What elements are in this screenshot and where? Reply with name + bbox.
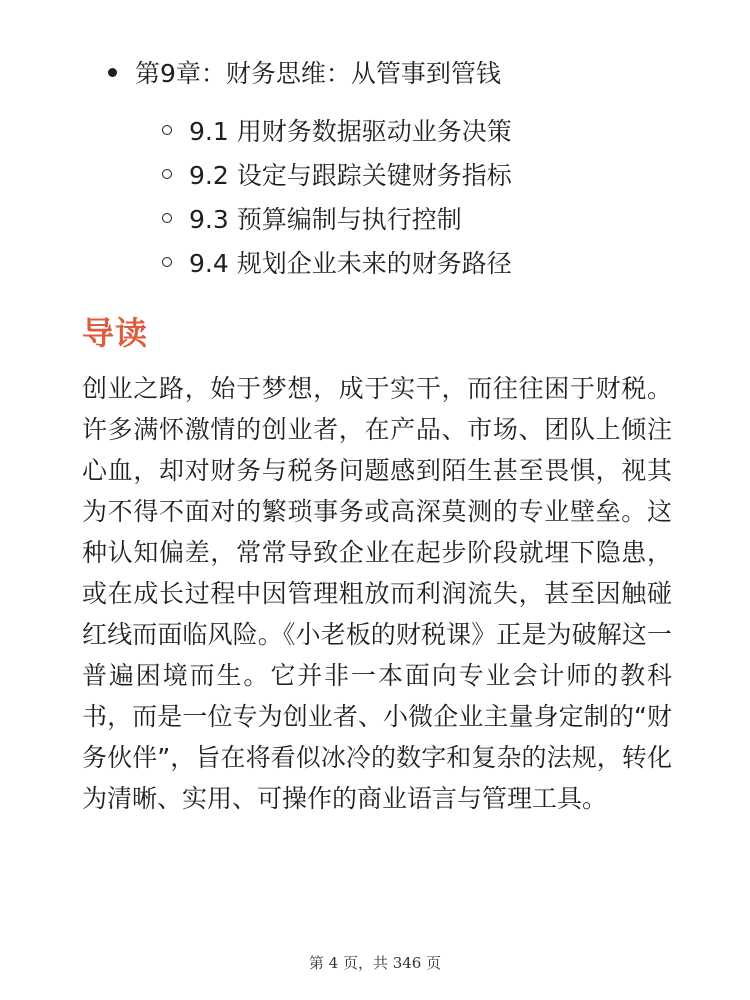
bullet-circle-icon bbox=[162, 169, 172, 179]
bullet-disc-icon bbox=[108, 68, 117, 77]
toc-section-item bbox=[162, 152, 708, 196]
toc-section-title: 9.2 设定与跟踪关键财务指标 bbox=[189, 161, 512, 190]
intro-paragraph: 创业之路，始于梦想，成于实干，而往往困于财税。许多满怀激情的创业者，在产品、市场、团队上倾注心血，却对财务与税务问题感到陌生甚至畏惧，视其为不得不面对的繁琐事务或高深莫测的专业壁垒。这种认知偏差，常常导致企业在起步阶段就埋下隐患，或在成长过程中因管理粗放而利润流失，甚至因触碰红线而面临风险。《小老板的财税课》正是为破解这一普遍困境而生。它并非一本面向专业会计师的教科书，而是一位专为创业者、小微企业主量身定制的“财务伙伴”，旨在将看似冰冷的数字和复杂的法规，转化为清晰、实用、可操作的商业语言与管理工具。 bbox=[82, 374, 672, 813]
page-number-footer: 第 4 页，共 346 页 bbox=[308, 954, 442, 972]
toc-section-item bbox=[162, 108, 708, 152]
bullet-circle-icon bbox=[162, 257, 172, 267]
toc-chapter-title: 第9章：财务思维：从管事到管钱 bbox=[135, 59, 501, 88]
table-of-contents bbox=[108, 52, 708, 284]
toc-section-item bbox=[162, 240, 708, 284]
toc-section-list bbox=[162, 108, 708, 284]
toc-section-title: 9.3 预算编制与执行控制 bbox=[189, 205, 462, 234]
section-heading: 导读 bbox=[82, 314, 149, 352]
toc-section-title: 9.4 规划企业未来的财务路径 bbox=[189, 249, 512, 278]
toc-section-item bbox=[162, 196, 708, 240]
toc-section-title: 9.1 用财务数据驱动业务决策 bbox=[189, 117, 512, 146]
bullet-circle-icon bbox=[162, 125, 172, 135]
bullet-circle-icon bbox=[162, 213, 172, 223]
toc-chapter-item bbox=[108, 52, 708, 92]
